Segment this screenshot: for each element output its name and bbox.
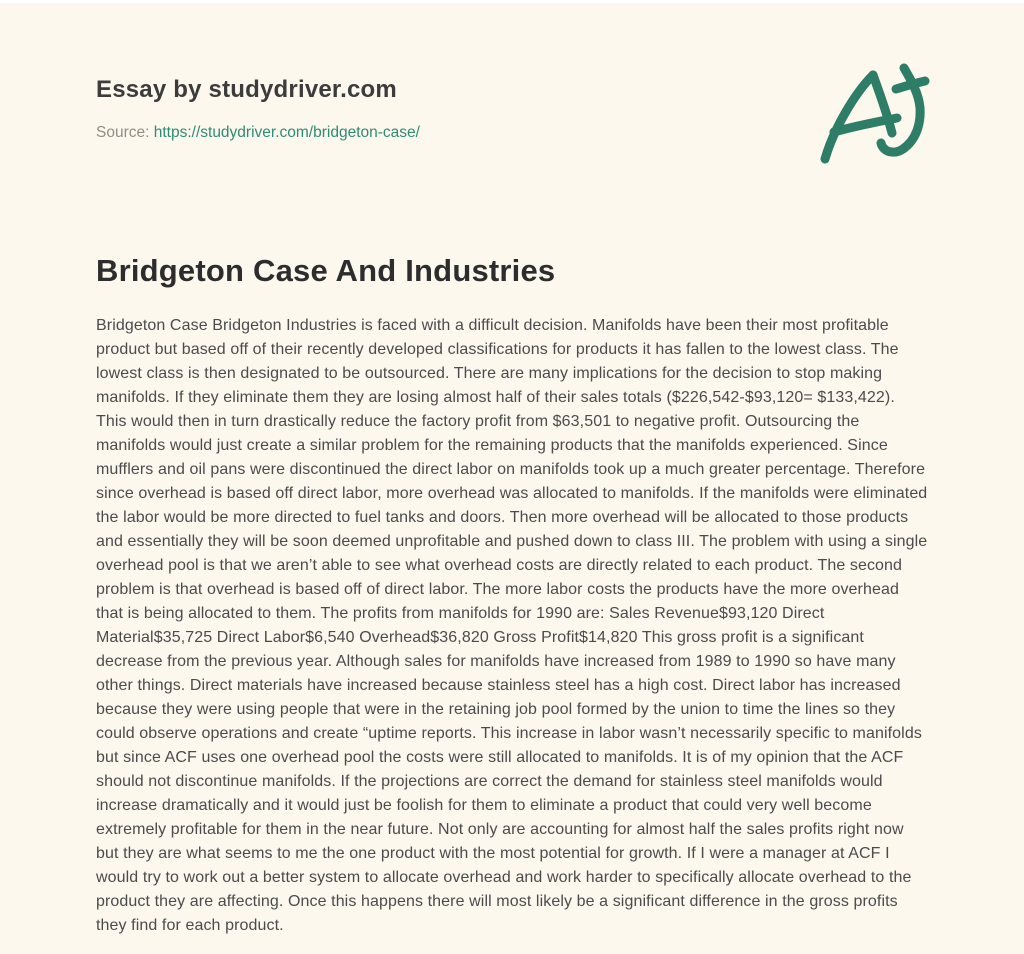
source-url-text: https://studydriver.com/bridgeton-case/ <box>153 124 420 141</box>
studydriver-a-plus-logo-icon <box>812 56 947 186</box>
source-label: Source: <box>96 124 150 141</box>
essay-title: Bridgeton Case And Industries <box>96 253 556 288</box>
source-link[interactable] <box>154 124 420 141</box>
source-line <box>96 124 420 142</box>
page-title: Essay by studydriver.com <box>96 76 397 103</box>
essay-body-text: Bridgeton Case Bridgeton Industries is faced with a difficult decision. Manifolds have been their most profitable product but based off of their recently developed classifications for products it has fallen to the lowest class. The lowest class is then designated to be outsourced. There are many implications for the decision to stop making manifolds. If they eliminate them they are losing almost half of their sales totals ($226,542-$93,120= $133,422). This would then in turn drastically reduce the factory profit from $63,501 to negative profit. Outsourcing the manifolds would just create a similar problem for the remaining products that the manifolds experienced. Since mufflers and oil pans were discontinued the direct labor on manifolds took up a much greater percentage. Therefore since overhead is based off direct labor, more overhead was allocated to manifolds. If the manifolds were eliminated the labor would be more directed to fuel tanks and doors. Then more overhead will be allocated to those products and essentially they will be soon deemed unprofitable and pushed down to class III. The problem with using a single overhead pool is that we aren’t able to see what overhead costs are directly related to each product. The second problem is that overhead is based off of direct labor. The more labor costs the products have the more overhead that is being allocated to them. The profits from manifolds for 1990 are: Sales Revenue$93,120 Direct Material$35,725 Direct Labor$6,540 Overhead$36,820 Gross Profit$14,820 This gross profit is a significant decrease from the previous year. Although sales for manifolds have increased from 1989 to 1990 so have many other things. Direct materials have increased because stainless steel has a high cost. Direct labor has increased because they were using people that were in the retaining job pool formed by the union to time the lines so they could observe operations and create “uptime reports. This increase in labor wasn’t necessarily specific to manifolds but since ACF uses one overhead pool the costs were still allocated to manifolds. It is of my opinion that the ACF should not discontinue manifolds. If the projections are correct the demand for stainless steel manifolds would increase dramatically and it would just be foolish for them to eliminate a product that could very well become extremely profitable for them in the near future. Not only are accounting for almost half the sales profits right now but they are what seems to me the one product with the most potential for growth. If I were a manager at ACF I would try to work out a better system to allocate overhead and work harder to specifically allocate overhead to the product they are affecting. Once this happens there will most likely be a significant difference in the gross profits they find for each product. <box>96 317 928 934</box>
top-divider <box>0 0 1024 3</box>
